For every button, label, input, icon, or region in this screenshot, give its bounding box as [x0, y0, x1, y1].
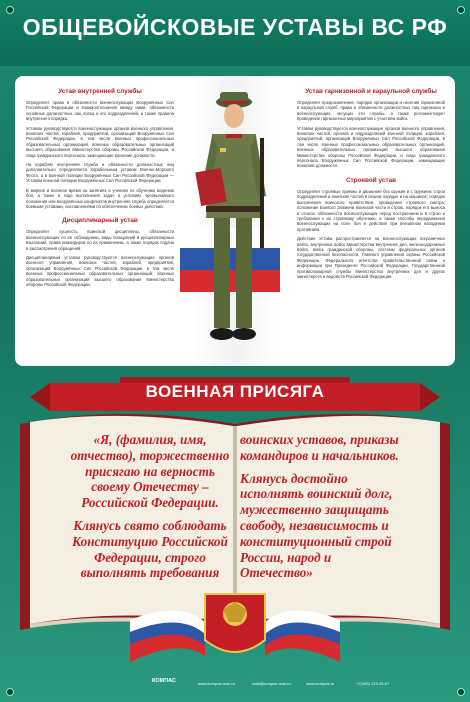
header-bar	[0, 0, 470, 66]
oath-text: Клянусь достойно исполнять воинский долг, мужественно защищать свободу, независимость и конституционный строй России, народ и Отечество»	[240, 470, 393, 581]
oath-text: Клянусь свято соблюдать Конституцию Российской Федерации, строго выполнять требования	[72, 517, 228, 581]
section-paragraph: В мирное и военное время на занятиях и учениях по обучению ведению боя, а также в ходе выполнения задач в условиях чрезвычайного положения или вооружённых конфликтов внутренняя служба определяется боевыми уставами, наставлениями по обеспечению боевых действий.	[26, 187, 174, 209]
section-heading-disciplinary: Дисциплинарный устав	[62, 217, 138, 225]
section-heading-drill: Строевой устав	[345, 176, 397, 184]
oath-title: ВОЕННАЯ ПРИСЯГА	[145, 382, 325, 401]
oath-text: воинских уставов, приказы командиров и начальников.	[240, 432, 399, 463]
footer-logo: КОМПАС	[152, 678, 176, 684]
section-paragraph: Определяет права и обязанности военнослужащих Вооружённых Сил Российской Федерации и взаимоотношения между ними, обязанности основных должностных лиц полка и его подразделений, а также правила внутреннего порядка.	[26, 100, 174, 122]
section-paragraph: На кораблях внутренняя служба и обязанности должностных лиц дополнительно определяются Корабельным уставом Военно-Морского Флота, а в военной полиции Вооружённых Сил Российской Федерации — Уставом военной полиции Вооружённых Сил Российской Федерации.	[26, 162, 174, 184]
mount-hole	[6, 6, 14, 14]
section-heading-internal-service: Устав внутренней службы	[58, 88, 142, 95]
section-paragraph: Действие Устава распространяется на военнослужащих пограничных войск, внутренних войск Министерства внутренних дел, железнодорожных войск, войск гражданской обороны, системы федеральных органов государственной безопасности, Главного управления охраны Российской Федерации, Федерального агентства правительственной связи и информации при Президенте Российской Федерации, Государственной противопожарной службы Министерства внутренних дел и других министерств и ведомств Российской Федерации.	[297, 236, 445, 279]
mount-hole	[457, 6, 465, 14]
oath-left-page	[66, 432, 234, 588]
section-paragraph: Дисциплинарным уставом руководствуются военнослужащие органов военного управления, воинских частей, кораблей, предприятий, организаций Вооружённых Сил Российской Федерации, в том числе военных профессиональных образовательных организаций, военных образовательных организаций высшего образования Министерства обороны Российской Федерации.	[26, 254, 174, 287]
section-paragraph: Определяет предназначение, порядок организации и несения гарнизонной и караульной служб, права и обязанности должностных лиц гарнизона и военнослужащих, несущих эти службы, а также регламентирует проведение гарнизонных мероприятий с участием войск.	[297, 100, 445, 122]
oath-right-page	[240, 432, 400, 588]
soldier-illustration	[176, 78, 288, 368]
footer-email[interactable]: mail@kompas-msk.ru	[252, 681, 291, 686]
left-column	[26, 88, 174, 291]
section-paragraph: Определяет сущность воинской дисциплины, обязанности военнослужащих по её соблюдению, виды поощрений и дисциплинарных взысканий, права командиров по их применению, а также порядок подачи и рассмотрения обращений.	[26, 229, 174, 251]
oath-text: «Я, (фамилия, имя, отчество), торжественно присягаю на верность своему Отечеству – Российской Федерации.	[70, 432, 230, 511]
emblem-area	[0, 570, 470, 666]
footer	[0, 676, 470, 692]
section-paragraph: Уставом руководствуются военнослужащие органов военного управления, воинских частей, органов и подразделений военной полиции, кораблей, предприятий, организаций Вооружённых Сил Российской Федерации, в том числе военных профессиональных образовательных организаций, военных образовательных организаций высшего образования Министерства обороны Российской Федерации, и лица гражданского персонала Вооружённых Сил Российской Федерации, замещающие воинские должности.	[297, 125, 445, 169]
right-column	[297, 88, 445, 283]
section-paragraph: Определяет строевые приёмы и движение без оружия и с оружием; строи подразделений и воинских частей в пешем порядке и на машинах; порядок выполнения воинского приветствия, проведения строевого смотра; положение Боевого Знамени воинской части в строю, порядок его выноса и относа; обязанности военнослужащих перед построением и в строю и требования к их строевому обучению, а также способы передвижения военнослужащих на поле боя и действия при внезапном нападении противника.	[297, 188, 445, 232]
section-heading-garrison: Устав гарнизонной и караульной службы	[305, 88, 437, 95]
section-paragraph: Уставом руководствуются военнослужащие органов военного управления, воинских частей, кораблей, предприятий, организаций Вооружённых Сил Российской Федерации, в том числе военных профессиональных образовательных организаций, военных образовательных организаций высшего образования Министерства обороны Российской Федерации, и лица гражданского персонала, замещающие воинские должности.	[26, 125, 174, 158]
footer-site[interactable]: www.kompas.ru	[306, 681, 335, 686]
footer-phone: +7(495) 123-45-67	[356, 681, 390, 686]
footer-site[interactable]: www.kompas-msk.ru	[198, 681, 235, 686]
page-title: ОБЩЕВОЙСКОВЫЕ УСТАВЫ ВС РФ	[22, 14, 448, 40]
